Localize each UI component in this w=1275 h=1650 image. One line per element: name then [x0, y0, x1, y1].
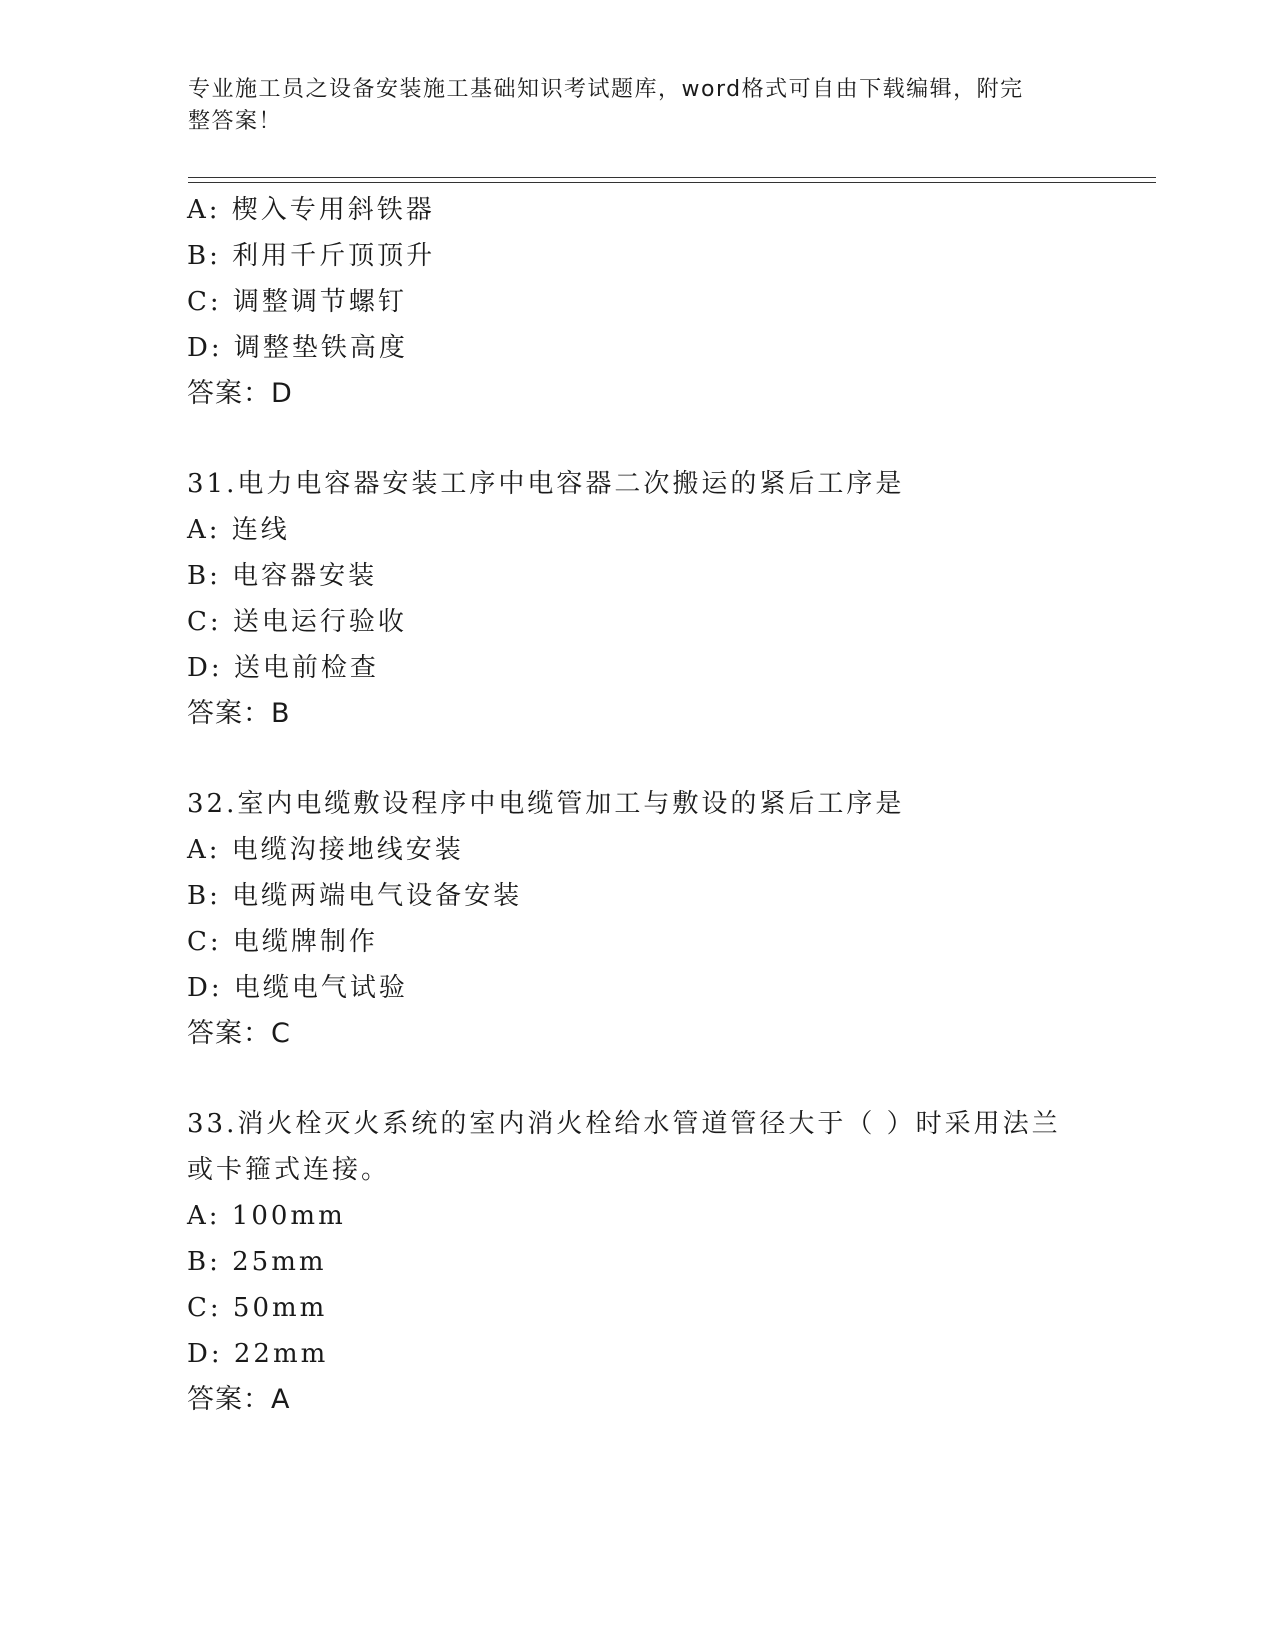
option-d: D: 22mm: [187, 1339, 329, 1369]
option-c: C: 50mm: [187, 1293, 328, 1323]
header-line-1: 专业施工员之设备安装施工基础知识考试题库，word格式可自由下载编辑，附完: [188, 77, 1024, 102]
question-32: [187, 781, 1087, 1057]
question-31: [187, 461, 1087, 737]
option-b: B: 利用千斤顶顶升: [187, 241, 436, 271]
option-c: C: 调整调节螺钉: [187, 287, 407, 317]
question-stem-line-2: 或卡箍式连接。: [187, 1155, 391, 1185]
question-list: [187, 187, 1087, 1423]
header-line-2: 整答案！: [188, 109, 283, 134]
question-spacer: [187, 737, 1087, 781]
answer: 答案：C: [187, 1018, 291, 1049]
option-d: D: 送电前检查: [187, 653, 379, 683]
answer: 答案：A: [187, 1384, 291, 1415]
option-d: D: 电缆电气试验: [187, 973, 408, 1003]
question-stem: 32.室内电缆敷设程序中电缆管加工与敷设的紧后工序是: [187, 789, 905, 819]
answer: 答案：D: [187, 378, 293, 409]
option-b: B: 电缆两端电气设备安装: [187, 881, 523, 911]
option-c: C: 电缆牌制作: [187, 927, 378, 957]
header-divider-bottom: [188, 182, 1156, 183]
option-a: A: 连线: [187, 515, 290, 545]
option-b: B: 25mm: [187, 1247, 327, 1277]
option-d: D: 调整垫铁高度: [187, 333, 408, 363]
question-spacer: [187, 417, 1087, 461]
header-divider-top: [188, 177, 1156, 178]
question-stem-line-1: 33.消火栓灭火系统的室内消火栓给水管道管径大于（ ）时采用法兰: [187, 1109, 1061, 1139]
option-b: B: 电容器安装: [187, 561, 378, 591]
option-a: A: 电缆沟接地线安装: [187, 835, 464, 865]
question-30: [187, 187, 1087, 417]
question-stem: 31.电力电容器安装工序中电容器二次搬运的紧后工序是: [187, 469, 905, 499]
option-c: C: 送电运行验收: [187, 607, 407, 637]
document-header: [188, 74, 1068, 138]
answer: 答案：B: [187, 698, 291, 729]
option-a: A: 100mm: [187, 1201, 346, 1231]
option-a: A: 楔入专用斜铁器: [187, 195, 435, 225]
question-33: [187, 1101, 1087, 1423]
question-spacer: [187, 1057, 1087, 1101]
